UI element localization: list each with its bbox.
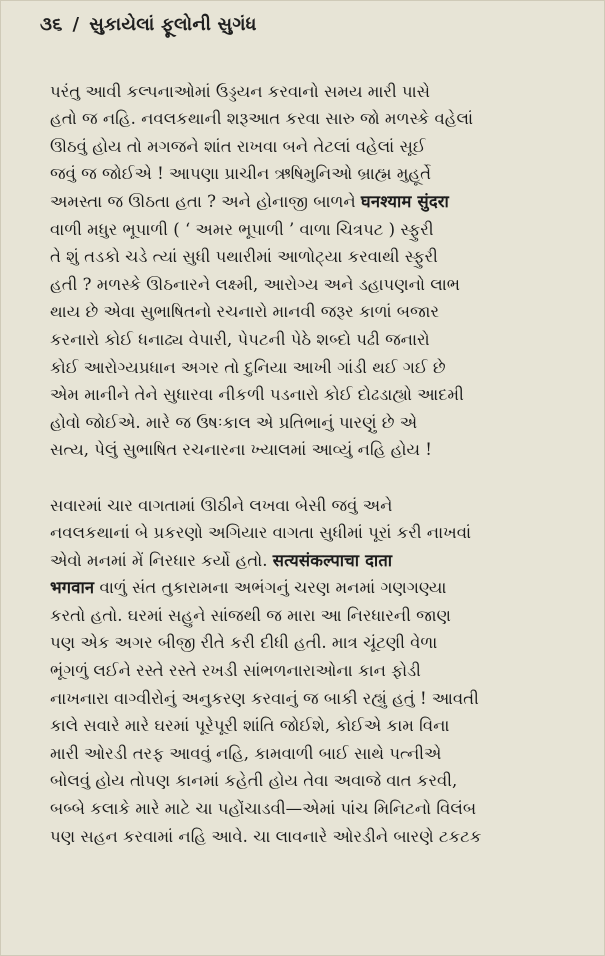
chapter-title: સુકાયેલાં ફૂલોની સુગંધ (89, 14, 257, 35)
paragraph-1 (50, 50, 575, 464)
body-text (50, 50, 575, 935)
p1-seg-2-bold-phrase: घनश्याम सुंदरा (360, 191, 450, 211)
header-separator: / (72, 14, 80, 35)
p1-seg-3: વાળી મધુર ભૂપાળી ( ‘ અમર ભૂપાળી ’ વાળા ચિત્રપટ ) સ્ફુરી તે શું તડકો ચડે ત્યાં સુધી પથારીમાં આળોટ્યા કરવાથી સ્ફુરી હતી ? મળસ્કે ઊઠનારને લક્ષ્મી, આરોગ્ય અને ડહાપણનો લાભ થાય છે એવા સુભાષિતનો રચનારો માનવી જરૂર કાળાં બજાર કરનારો કોઈ ધનાઢ્ય વેપારી, પેપટની પેઠે શબ્દો પઢી જનારો કોઈ આરોગ્યપ્રધાન અગર તો દુનિયા આખી ગાંડી થઈ ગઈ છે એમ માનીને તેને સુધારવા નીકળી પડનારો કોઈ દોઢડાહ્યો આદમી હોવો જોઈએ. મારે જ ઉષઃકાલ એ પ્રતિભાનું પારણું છે એ સત્ય, પેલું સુભાષિત રચનારના ખ્યાલમાં આવ્યું નહિ હોય ! (50, 219, 464, 460)
p2-seg-2-bold-phrase: सत्यसंकल्पाचा दाता भगवान (50, 550, 393, 598)
paragraph-2 (50, 464, 575, 850)
p1-seg-1: પરંતુ આવી કલ્પનાઓમાં ઉડ્ડયન કરવાનો સમય મારી પાસે હતો જ નહિ. નવલકથાની શરૂઆત કરવા સારુ જો મળસ્કે વહેલાં ઊઠવું હોય તો મગજને શાંત રાખવા બને તેટલાં વહેલાં સૂઈ જવું જ જોઈએ ! આપણા પ્રાચીન ઋષિમુનિઓ બ્રાહ્મ મુહૂર્તે અમસ્તા જ ઊઠતા હતા ? અને હોનાજી બાળને (50, 81, 474, 211)
p2-seg-1: સવારમાં ચાર વાગતામાં ઊઠીને લખવા બેસી જવું અને નવલકથાનાં બે પ્રકરણો અગિયાર વાગતા સુધીમાં પૂરાં કરી નાખવાં એવો મનમાં મેં નિરધાર કર્યો હતો. (50, 495, 472, 570)
page-number: ૩૬ (40, 14, 63, 35)
p2-seg-3: વાળું સંત તુકારામના અભંગનું ચરણ મનમાં ગણગણ્યા કરતો હતો. ઘરમાં સહુને સાંજથી જ મારા આ નિરધારની જાણ પણ એક અગર બીજી રીતે કરી દીધી હતી. માત્ર ચૂંટણી વેળા ભૂંગળું લઈને રસ્તે રસ્તે રખડી સાંભળનારાઓના કાન ફોડી નાખનારા વાગ્વીરોનું અનુકરણ કરવાનું જ બાકી રહ્યું હતું ! આવતી કાલે સવારે મારે ઘરમાં પૂરેપૂરી શાંતિ જોઈશે, કોઈએ કામ વિના મારી ઓરડી તરફ આવવું નહિ, કામવાળી બાઈ સાથે પત્નીએ બોલવું હોય તોપણ કાનમાં કહેતી હોય તેવા અવાજે વાત કરવી, બબ્બે કલાકે મારે માટે ચા પહોંચાડવી—એમાં પાંચ મિનિટનો વિલંબ પણ સહન કરવામાં નહિ આવે. ચા લાવનારે ઓરડીને બારણે ટકટક (50, 578, 482, 846)
page-header (40, 14, 257, 40)
